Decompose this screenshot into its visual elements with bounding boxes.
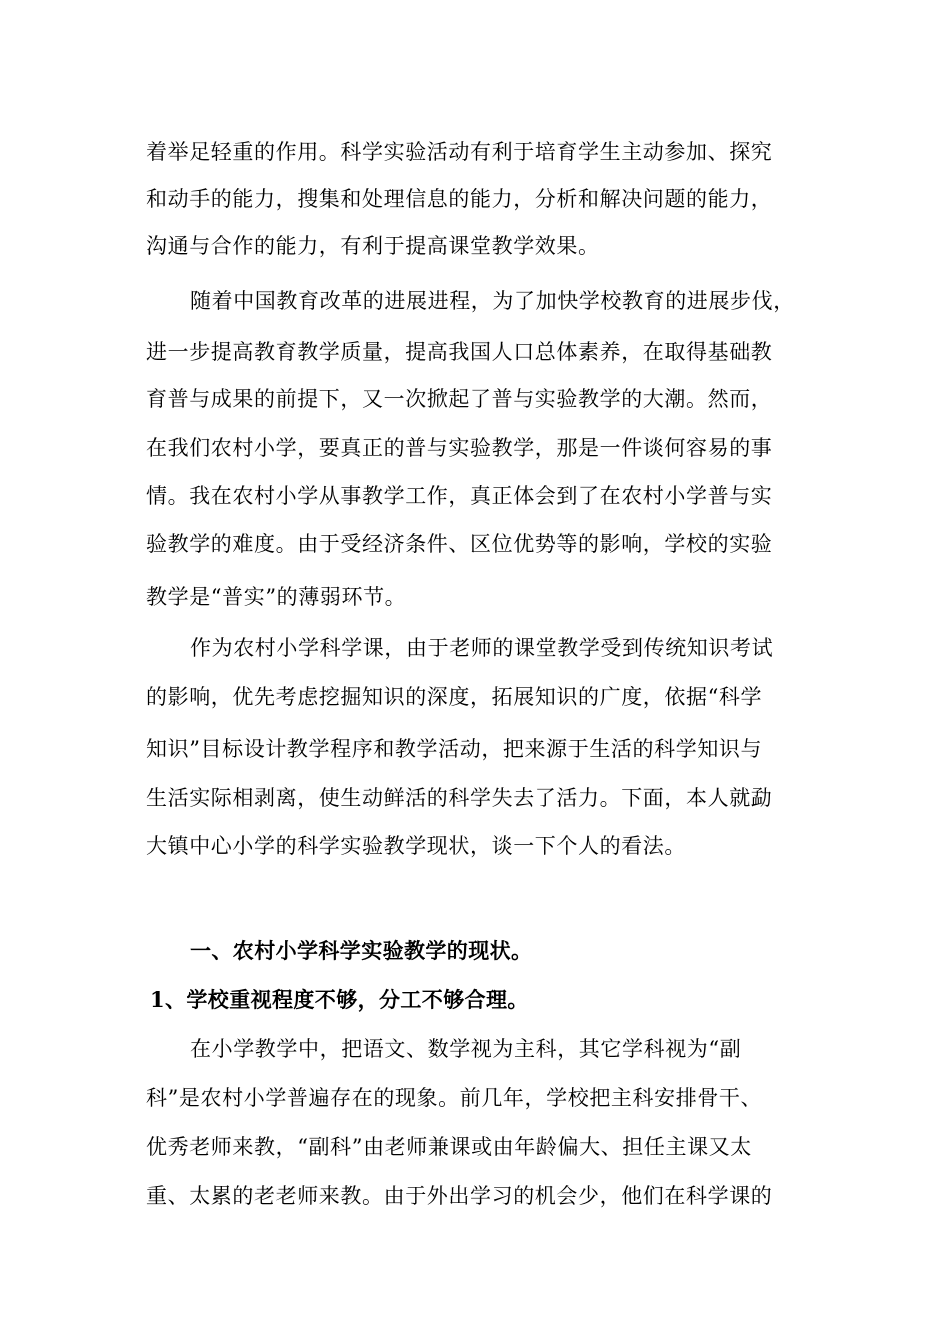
paragraph-3-line-2: 的影响，优先考虑挖掘知识的深度，拓展知识的广度，依据“科学 — [146, 685, 763, 709]
paragraph-4-line-4: 重、太累的老老师来教。由于外出学习的机会少，他们在科学课的 — [146, 1184, 773, 1208]
paragraph-2-line-6: 验教学的难度。由于受经济条件、区位优势等的影响，学校的实验 — [146, 532, 773, 556]
paragraph-4-line-1: 在小学教学中，把语文、数学视为主科，其它学科视为“副 — [190, 1037, 742, 1061]
paragraph-1-line-3: 沟通与合作的能力，有利于提高课堂教学效果。 — [146, 234, 600, 258]
paragraph-2-line-5: 情。我在农村小学从事教学工作，真正体会到了在农村小学普与实 — [146, 484, 773, 508]
paragraph-2-line-2: 进一步提高教育教学质量，提高我国人口总体素养，在取得基础教 — [146, 340, 773, 364]
paragraph-3-line-5: 大镇中心小学的科学实验教学现状，谈一下个人的看法。 — [146, 834, 686, 858]
paragraph-2-line-3: 育普与成果的前提下，又一次掀起了普与实验教学的大潮。然而， — [146, 387, 773, 411]
paragraph-3-line-1: 作为农村小学科学课，由于老师的课堂教学受到传统知识考试 — [190, 636, 774, 660]
paragraph-1-line-2: 和动手的能力，搜集和处理信息的能力，分析和解决问题的能力， — [146, 187, 773, 211]
paragraph-3-line-4: 生活实际相剥离，使生动鲜活的科学失去了活力。下面，本人就勐 — [146, 786, 773, 810]
paragraph-3-line-3: 知识”目标设计教学程序和教学活动，把来源于生活的科学知识与 — [146, 737, 763, 761]
section-heading: 一、农村小学科学实验教学的现状。 — [190, 938, 533, 963]
paragraph-2-line-4: 在我们农村小学，要真正的普与实验教学，那是一件谈何容易的事 — [146, 436, 773, 460]
paragraph-2-line-7: 教学是“普实”的薄弱环节。 — [146, 585, 407, 609]
paragraph-4-line-3: 优秀老师来教，“副科”由老师兼课或由年龄偏大、担任主课又太 — [146, 1135, 752, 1159]
paragraph-2-line-1: 随着中国教育改革的进展进程，为了加快学校教育的进展步伐， — [190, 289, 795, 313]
subsection-heading: 1、学校重视程度不够，分工不够合理。 — [150, 987, 529, 1012]
paragraph-4-line-2: 科”是农村小学普遍存在的现象。前几年，学校把主科安排骨干、 — [146, 1086, 763, 1110]
paragraph-1-line-1: 着举足轻重的作用。科学实验活动有利于培育学生主动参加、探究 — [146, 140, 773, 164]
